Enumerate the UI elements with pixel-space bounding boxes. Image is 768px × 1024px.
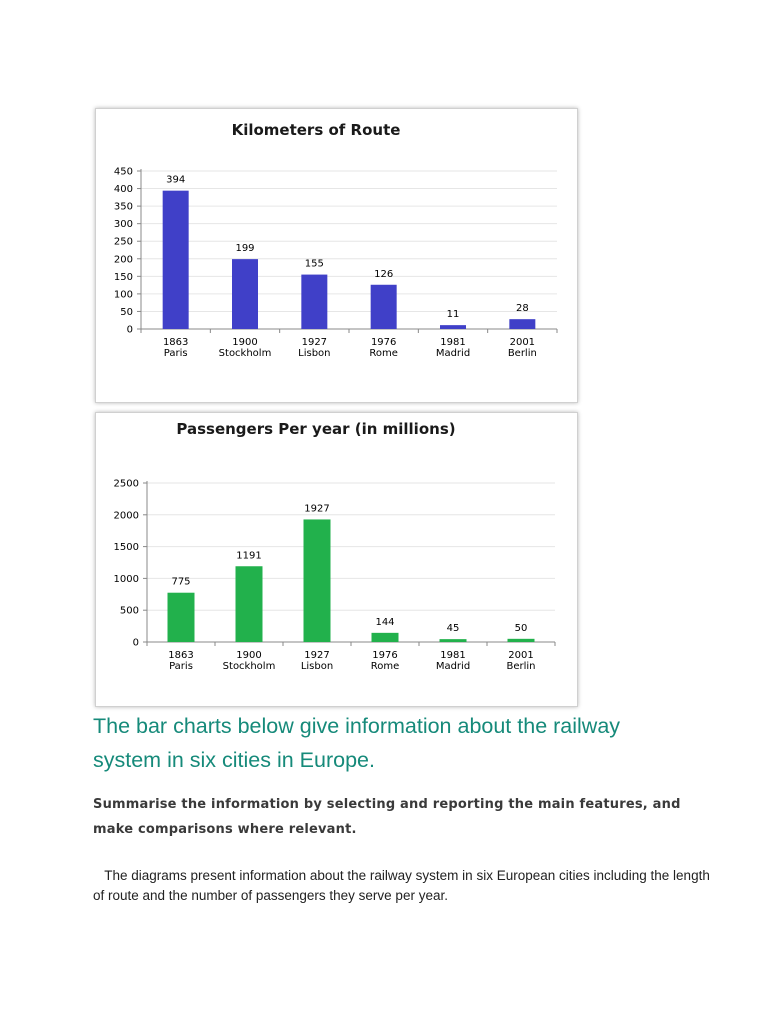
bar (304, 519, 331, 642)
bar (236, 566, 263, 642)
x-category-year: 1976 (370, 337, 397, 348)
x-category-year: 2001 (509, 337, 536, 348)
task-instructions: Summarise the information by selecting and reporting the main features, and make comparisons where relevant. (93, 797, 681, 837)
x-category-city: Stockholm (222, 661, 276, 672)
data-label: 775 (171, 576, 191, 588)
y-tick-label: 400 (113, 184, 133, 196)
intro-heading: The bar charts below give information about the railway system in six cities in Europe. (93, 714, 621, 772)
data-label: 126 (374, 268, 394, 280)
bar (301, 275, 327, 329)
essay-paragraph (93, 866, 713, 905)
x-category-city: Madrid (435, 348, 471, 359)
y-tick-label: 1500 (113, 542, 139, 554)
data-label: 155 (304, 258, 324, 270)
y-tick-label: 2500 (113, 478, 139, 490)
data-label: 394 (166, 174, 186, 186)
x-category-city: Paris (163, 348, 188, 359)
chart-title: Passengers Per year (in millions) (176, 420, 456, 438)
x-category-city: Stockholm (218, 348, 272, 359)
y-tick-label: 300 (113, 219, 133, 231)
x-category-year: 1927 (304, 650, 330, 661)
y-tick-label: 1000 (113, 573, 139, 585)
chart-title: Kilometers of Route (231, 121, 401, 139)
y-tick-label: 0 (132, 637, 139, 649)
x-category-city: Berlin (506, 661, 536, 672)
y-tick-label: 0 (126, 324, 133, 336)
bar (232, 259, 258, 329)
y-tick-label: 250 (113, 236, 133, 248)
bar (509, 319, 535, 329)
x-category-year: 1927 (301, 337, 328, 348)
essay-text: The diagrams present information about the railway system in six European cities including the length of route and the number of passengers they serve per year. (93, 868, 710, 903)
x-category-year: 1900 (236, 650, 262, 661)
x-category-year: 1863 (162, 337, 189, 348)
data-label: 28 (515, 303, 529, 315)
y-tick-label: 50 (120, 306, 133, 318)
x-category-city: Rome (370, 661, 400, 672)
y-tick-label: 2000 (113, 510, 139, 522)
y-tick-label: 450 (113, 166, 133, 178)
x-category-city: Rome (369, 348, 398, 359)
bar (168, 593, 195, 642)
x-category-city: Madrid (435, 661, 471, 672)
data-label: 144 (375, 616, 395, 628)
x-category-city: Lisbon (300, 661, 334, 672)
bar (371, 285, 397, 329)
bar (372, 633, 399, 642)
x-category-city: Lisbon (298, 348, 331, 359)
chart-kilometers-of-route (95, 108, 578, 403)
data-label: 1927 (304, 503, 330, 515)
x-category-city: Paris (169, 661, 193, 672)
y-tick-label: 350 (113, 201, 133, 213)
x-category-city: Berlin (507, 348, 537, 359)
x-category-year: 1976 (372, 650, 398, 661)
data-label: 11 (446, 309, 460, 321)
chart-kilometers-svg (96, 109, 577, 402)
bar (508, 639, 535, 642)
data-label: 199 (235, 243, 255, 255)
chart-passengers-svg (96, 413, 577, 706)
chart-passengers-per-year (95, 412, 578, 707)
data-label: 50 (514, 622, 528, 634)
y-tick-label: 200 (113, 254, 133, 266)
x-category-year: 1863 (168, 650, 194, 661)
data-label: 45 (446, 623, 460, 635)
y-tick-label: 500 (119, 605, 139, 617)
data-label: 1191 (236, 550, 262, 562)
x-category-year: 1981 (440, 650, 466, 661)
bar (440, 325, 466, 329)
bar (440, 639, 467, 642)
x-category-year: 1981 (440, 337, 466, 348)
bar (163, 191, 189, 329)
y-tick-label: 100 (113, 289, 133, 301)
x-category-year: 1900 (232, 337, 258, 348)
y-tick-label: 150 (113, 271, 133, 283)
x-category-year: 2001 (508, 650, 534, 661)
